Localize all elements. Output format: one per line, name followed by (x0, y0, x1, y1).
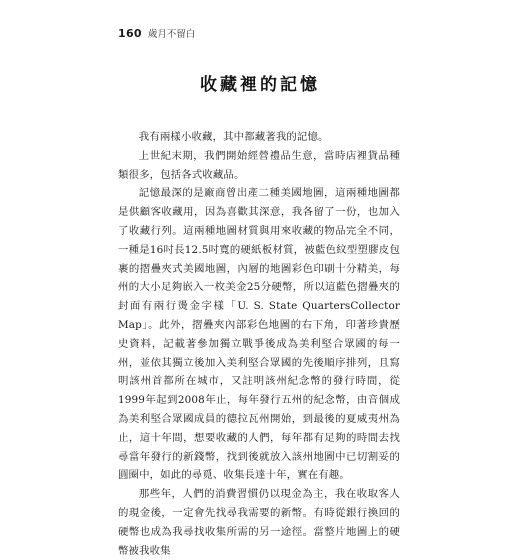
book-title: 歲月不留白 (147, 29, 196, 40)
page-number: 160 (118, 27, 142, 40)
paragraph: 上世紀末期，我們開始經營禮品生意，當時店裡貨品種類很多，包括各式收藏品。 (118, 149, 400, 181)
chapter-title: 收藏裡的記憶 (200, 75, 320, 95)
running-header (118, 26, 195, 40)
body-text (118, 128, 400, 560)
paragraph: 我有兩樣小收藏，其中都藏著我的記憶。 (138, 131, 329, 143)
paragraph: 那些年，人們的消費習慣仍以現金為主，我在收取客人的現金後，一定會先找尋我需要的新幣。有時從銀行換回的硬幣也成為我尋找收集所需的另一途徑。當整片地圖上的硬幣被我收集 (118, 488, 400, 557)
paragraph: 記憶最深的是廠商曾出產二種美國地圖，這兩種地圖都是供顧客收藏用，因為喜歡其深意，我各留了一份，也加入了收藏行列。這兩種地圖材質與用來收藏的物品完全不同，一種是16吋長12.5吋寬的硬紙板材質，被藍色紋型塑膠皮包裹的摺疊夾式美國地圖，內層的地圖彩色印刷十分精美，每州的大小足夠嵌入一枚美金25分硬幣，所以這藍色摺疊夾的封面有兩行燙金字樣「U. S. State QuartersCollector Map」。此外，摺疊夾內部彩色地圖的右下角，印著珍貴歷史資料，記載著參加獨立戰爭後成為美利堅合眾國的每一州，並依其獨立後加入美利堅合眾國的先後順序排列，且寫明該州首都所在城市，又註明該州紀念幣的發行時間，從1999年起到2008年止，每年發行五州的紀念幣，由音個成為美利堅合眾國成員的德拉瓦州開始，到最後的夏威夷州為止，這十年間，想要收藏的人們，每年都有足夠的時間去找尋當年發行的新錢幣，找到後就放入該州地圖中已切割妥的圓圈中，如此的尋覓、收集長達十年，實在有趣。 (118, 187, 400, 482)
